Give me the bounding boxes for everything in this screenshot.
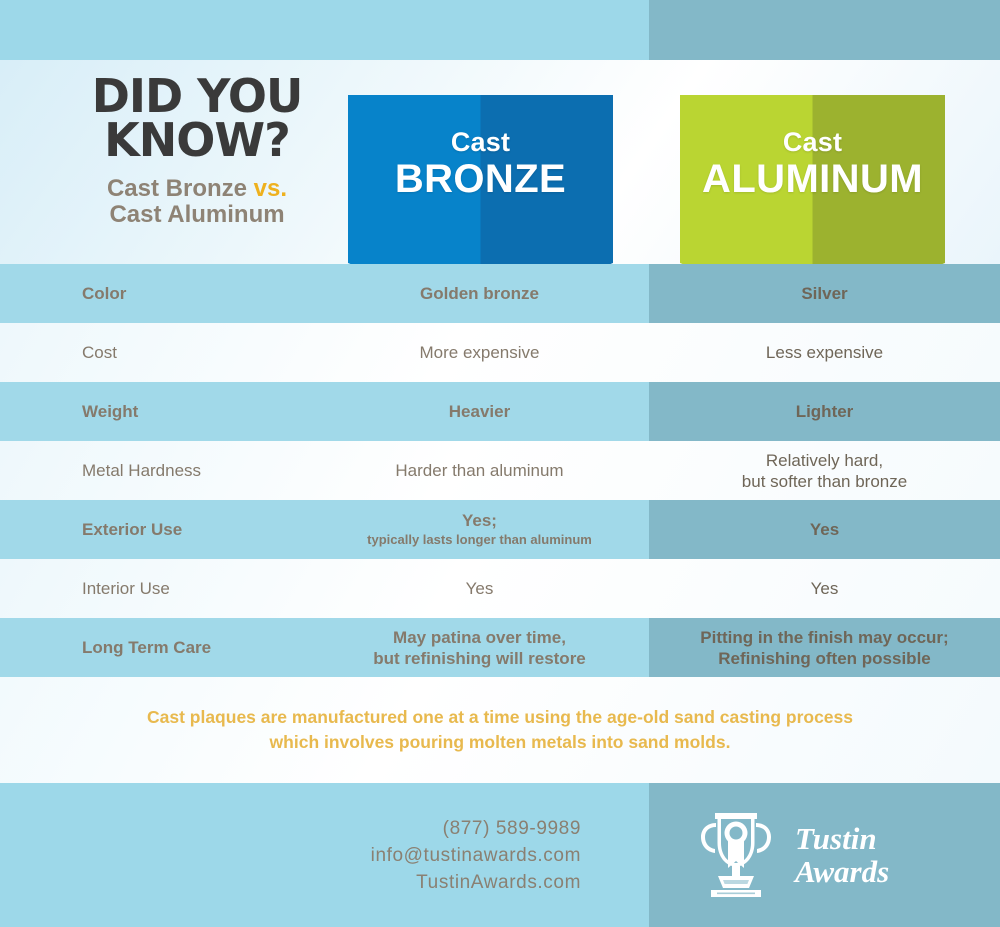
bronze-value-subtext: typically lasts longer than aluminum — [367, 532, 592, 547]
aluminum-value-line: Lighter — [795, 402, 854, 421]
aluminum-value-line: but softer than bronze — [741, 471, 908, 491]
aluminum-label-big: ALUMINUM — [702, 157, 923, 201]
footer — [0, 783, 1000, 927]
banner-cast-aluminum — [680, 95, 945, 263]
row-aluminum-value — [649, 382, 1000, 441]
bronze-value-lead: Yes; — [462, 511, 497, 530]
table-row — [0, 500, 1000, 559]
aluminum-value-line: Refinishing often possible — [718, 649, 931, 668]
aluminum-value-line: Yes — [809, 520, 840, 539]
bronze-value-line: Yes — [465, 579, 494, 598]
aluminum-value-line: Relatively hard, — [765, 450, 884, 470]
row-feature-label: Metal Hardness — [82, 460, 202, 480]
footer-contact-panel — [0, 783, 649, 927]
aluminum-value-line: Silver — [801, 284, 848, 303]
row-feature-label: Color — [82, 283, 127, 303]
row-feature-label: Long Term Care — [82, 638, 212, 657]
contact-email[interactable]: info@tustinawards.com — [370, 844, 581, 866]
aluminum-label-small: Cast — [782, 127, 843, 157]
bronze-value-line: May patina over time, — [393, 628, 566, 647]
row-bronze-value — [310, 618, 649, 678]
row-bronze-value — [310, 264, 649, 323]
aluminum-banner-label — [680, 95, 945, 201]
aluminum-value-line: Pitting in the finish may occur; — [700, 628, 949, 647]
row-aluminum-value — [649, 264, 1000, 323]
brand-logo — [693, 807, 889, 903]
row-aluminum-value — [649, 323, 1000, 382]
bronze-value-line: Harder than aluminum — [395, 461, 564, 480]
row-aluminum-value — [649, 618, 1000, 678]
row-aluminum-value — [649, 500, 1000, 559]
page-subtitle — [62, 176, 332, 228]
footnote-band — [0, 677, 1000, 783]
bronze-label-small: Cast — [450, 127, 511, 157]
row-aluminum-value — [649, 441, 1000, 500]
row-feature-label: Exterior Use — [82, 519, 183, 539]
subtitle-aluminum: Cast Aluminum — [109, 201, 285, 228]
footnote-line-2: which involves pouring molten metals into sand molds. — [269, 732, 731, 752]
top-strip-left — [0, 0, 649, 60]
bronze-value-line: Heavier — [448, 402, 511, 421]
subtitle-vs: vs. — [253, 175, 288, 202]
row-bronze-value — [310, 323, 649, 382]
title-line-2: KNOW? — [104, 113, 290, 167]
hero-title-block — [62, 69, 332, 228]
table-row — [0, 618, 1000, 678]
comparison-table — [0, 264, 1000, 678]
table-row — [0, 264, 1000, 323]
row-aluminum-value — [649, 559, 1000, 618]
contact-phone[interactable]: (877) 589-9989 — [442, 817, 581, 839]
bronze-value-line: but refinishing will restore — [373, 649, 586, 668]
table-row — [0, 382, 1000, 441]
brand-name-line-2: Awards — [795, 854, 890, 889]
top-color-strip — [0, 0, 1000, 60]
footnote-text — [90, 705, 910, 755]
row-bronze-value — [310, 441, 649, 500]
bronze-banner-label — [348, 95, 613, 201]
page-title — [62, 69, 332, 167]
brand-name-line-1: Tustin — [795, 821, 877, 856]
row-feature-label: Cost — [82, 342, 117, 362]
banner-cast-bronze — [348, 95, 613, 263]
table-row — [0, 559, 1000, 618]
bronze-label-big: BRONZE — [394, 157, 567, 201]
row-feature-label: Weight — [82, 401, 139, 421]
title-line-1: DID YOU — [91, 69, 303, 123]
row-bronze-value — [310, 382, 649, 441]
bronze-value-line: Golden bronze — [420, 284, 539, 303]
hero-section — [0, 60, 1000, 264]
trophy-icon — [693, 807, 779, 903]
footer-logo-panel — [649, 783, 1000, 927]
row-bronze-value — [310, 559, 649, 618]
contact-website[interactable]: TustinAwards.com — [416, 871, 581, 893]
aluminum-value-line: Less expensive — [765, 343, 884, 362]
top-strip-right — [649, 0, 1000, 60]
row-feature-label: Interior Use — [82, 578, 170, 598]
row-bronze-value — [310, 500, 649, 559]
bronze-value-line: More expensive — [419, 343, 540, 362]
subtitle-bronze: Cast Bronze — [106, 175, 254, 202]
table-row — [0, 441, 1000, 500]
brand-name — [795, 822, 889, 888]
aluminum-value-line: Yes — [810, 579, 839, 598]
footnote-line-1: Cast plaques are manufactured one at a time using the age-old sand casting process — [146, 707, 853, 727]
table-row — [0, 323, 1000, 382]
contact-block — [371, 815, 581, 896]
